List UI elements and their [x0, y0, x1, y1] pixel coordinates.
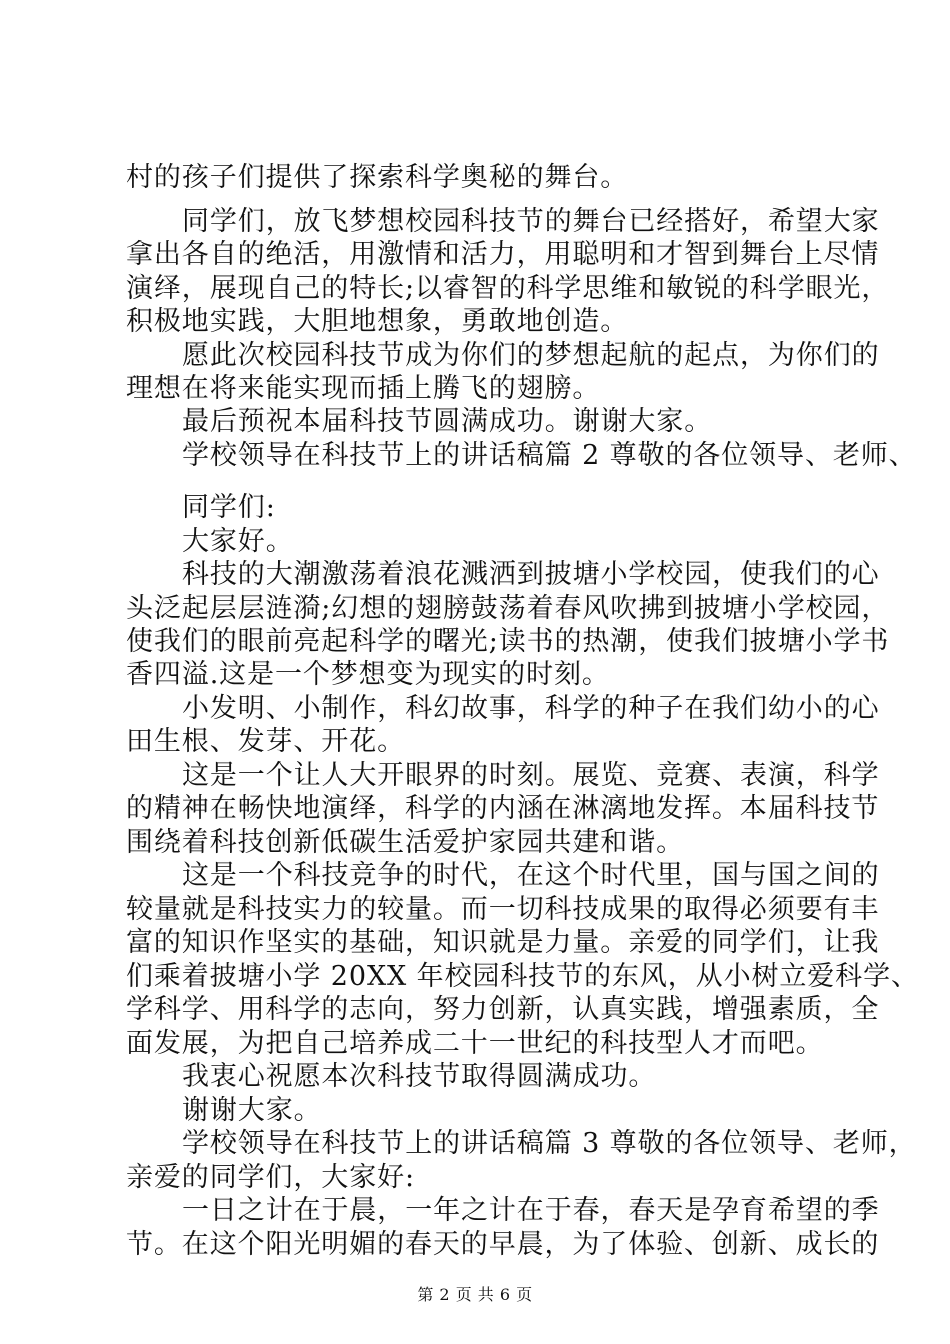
text-line: 我衷心祝愿本次科技节取得圆满成功。: [182, 1061, 657, 1092]
text-line: 围绕着科技创新低碳生活爱护家园共建和谐。: [126, 827, 684, 858]
text-line: 最后预祝本届科技节圆满成功。谢谢大家。: [182, 406, 713, 437]
text-line: 大家好。: [182, 526, 294, 557]
text-line: 一日之计在于晨，一年之计在于春，春天是孕育希望的季: [182, 1195, 880, 1226]
text-line: 积极地实践，大胆地想象，勇敢地创造。: [126, 306, 629, 337]
text-line: 同学们，放飞梦想校园科技节的舞台已经搭好，希望大家: [182, 206, 880, 237]
page-number: 第 2 页 共 6 页: [417, 1285, 533, 1304]
text-line: 理想在将来能实现而插上腾飞的翅膀。: [126, 373, 601, 404]
text-line: 村的孩子们提供了探索科学奥秘的舞台。: [126, 162, 629, 193]
text-line: 学科学、用科学的志向，努力创新，认真实践，增强素质，全: [126, 994, 880, 1025]
text-line: 香四溢.这是一个梦想变为现实的时刻。: [126, 659, 610, 690]
text-line: 这是一个科技竞争的时代，在这个时代里，国与国之间的: [182, 860, 880, 891]
text-line: 谢谢大家。: [182, 1095, 322, 1126]
text-line: 使我们的眼前亮起科学的曙光;读书的热潮，使我们披塘小学书: [126, 626, 890, 657]
text-line: 较量就是科技实力的较量。而一切科技成果的取得必须要有丰: [126, 894, 880, 925]
text-line: 科技的大潮激荡着浪花溅洒到披塘小学校园，使我们的心: [182, 559, 880, 590]
text-line: 头泛起层层涟漪;幻想的翅膀鼓荡着春风吹拂到披塘小学校园，: [126, 593, 890, 624]
text-line: 拿出各自的绝活，用激情和活力，用聪明和才智到舞台上尽情: [126, 239, 880, 270]
text-line: 学校领导在科技节上的讲话稿篇 3 尊敬的各位领导、老师，: [182, 1128, 917, 1159]
text-line: 们乘着披塘小学 20XX 年校园科技节的东风，从小树立爱科学、: [126, 961, 919, 992]
text-line: 同学们:: [182, 492, 276, 523]
text-line: 小发明、小制作，科幻故事，科学的种子在我们幼小的心: [182, 693, 880, 724]
text-line: 富的知识作坚实的基础，知识就是力量。亲爱的同学们，让我: [126, 927, 880, 958]
text-line: 这是一个让人大开眼界的时刻。展览、竞赛、表演，科学: [182, 760, 880, 791]
text-line: 面发展，为把自己培养成二十一世纪的科技型人才而吧。: [126, 1028, 824, 1059]
text-line: 愿此次校园科技节成为你们的梦想起航的起点，为你们的: [182, 340, 880, 371]
text-line: 亲爱的同学们，大家好:: [126, 1162, 415, 1193]
text-line: 学校领导在科技节上的讲话稿篇 2 尊敬的各位领导、老师、: [182, 440, 917, 471]
text-line: 的精神在畅快地演绎，科学的内涵在淋漓地发挥。本届科技节: [126, 793, 880, 824]
text-line: 演绎，展现自己的特长;以睿智的科学思维和敏锐的科学眼光，: [126, 273, 890, 304]
text-line: 田生根、发芽、开花。: [126, 726, 405, 757]
text-line: 节。在这个阳光明媚的春天的早晨，为了体验、创新、成长的: [126, 1229, 880, 1260]
